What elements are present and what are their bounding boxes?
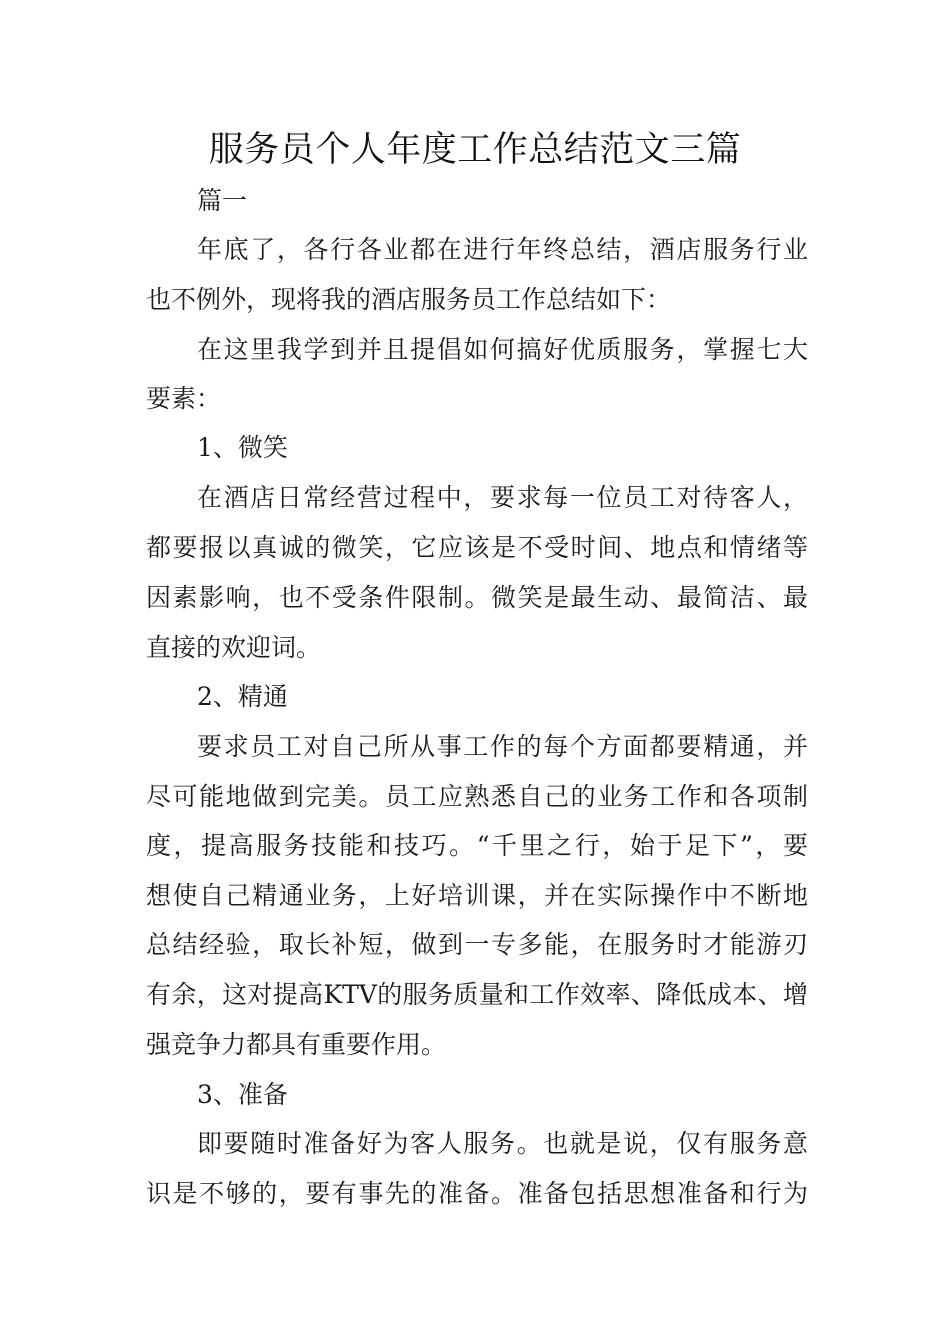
paragraph-line: 度，提高服务技能和技巧。“千里之行，始于足下”，要 (146, 831, 808, 860)
paragraph-line: 直接的欢迎词。 (146, 633, 322, 662)
item-heading: 1、微笑 (197, 433, 288, 462)
paragraph-line: 在这里我学到并且提倡如何搞好优质服务，掌握七大 (197, 335, 808, 364)
paragraph-line: 想使自己精通业务，上好培训课，并在实际操作中不断地 (146, 881, 808, 910)
paragraph-line: 强竞争力都具有重要作用。 (146, 1030, 447, 1059)
section-label: 篇一 (197, 186, 248, 215)
paragraph-line: 因素影响，也不受条件限制。微笑是最生动、最简洁、最 (146, 583, 808, 612)
item-heading: 2、精通 (197, 682, 288, 711)
paragraph-line: 有余，这对提高KTV的服务质量和工作效率、降低成本、增 (146, 980, 808, 1009)
paragraph-line: 即要随时准备好为客人服务。也就是说，仅有服务意 (197, 1129, 808, 1158)
paragraph-line: 都要报以真诚的微笑，它应该是不受时间、地点和情绪等 (146, 533, 808, 562)
paragraph-line: 在酒店日常经营过程中，要求每一位员工对待客人， (197, 483, 808, 512)
item-heading: 3、准备 (197, 1080, 288, 1109)
paragraph-line: 要素： (146, 384, 222, 413)
paragraph-line: 也不例外，现将我的酒店服务员工作总结如下： (146, 285, 672, 314)
paragraph-line: 尽可能地做到完美。员工应熟悉自己的业务工作和各项制 (146, 782, 808, 811)
paragraph-line: 要求员工对自己所从事工作的每个方面都要精通，并 (197, 732, 808, 761)
document-title: 服务员个人年度工作总结范文三篇 (208, 130, 742, 170)
paragraph-line: 总结经验，取长补短，做到一专多能，在服务时才能游刃 (146, 930, 808, 959)
paragraph-line: 识是不够的，要有事先的准备。准备包括思想准备和行为 (146, 1179, 808, 1208)
paragraph-line: 年底了，各行各业都在进行年终总结，酒店服务行业 (197, 235, 808, 264)
